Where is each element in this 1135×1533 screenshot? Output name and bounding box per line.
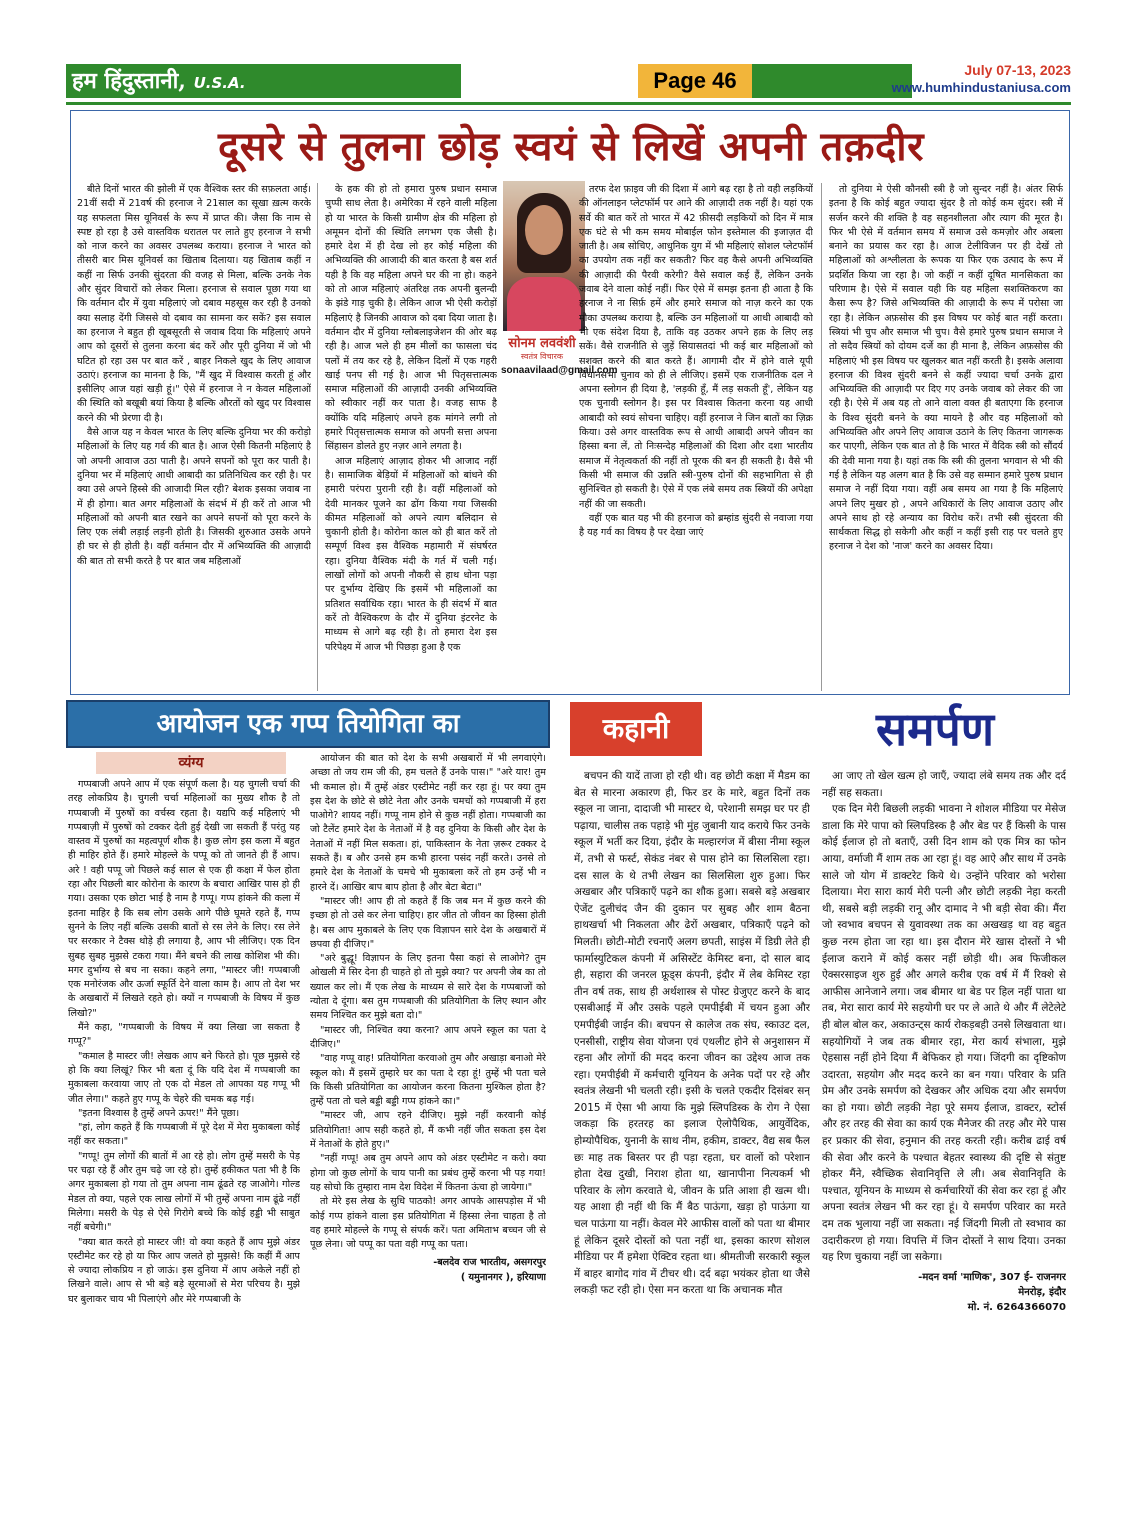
article-column-1 bbox=[77, 183, 311, 691]
satire-byline bbox=[310, 1256, 546, 1285]
paragraph: आ जाए तो खेल खत्म हो जाएँ, ज्यादा लंबे समय तक और दर्द नहीं सह सकता। bbox=[822, 770, 1066, 799]
page-number: Page 46 bbox=[638, 64, 752, 98]
paragraph: तो मेरे इस लेख के सुधि पाठको! अगर आपके आसपड़ोस में भी कोई गप्प हांकने वाला इस प्रतियोगिता में हिस्सा लेना चाहता है तो वह हमारे मोहल्ले के गप्पू से संपर्क करें। पता अमिताभ बच्चन जी से पूछ लेना। जो पप्पू का पता वही गप्पू का पता। bbox=[310, 1196, 546, 1251]
paragraph: बीते दिनों भारत की झोली में एक वैश्विक स्तर की सफ़लता आई। 21वीं सदी में 21वर्ष की हरनाज ने 21साल का सूखा ख़त्म करके यह सफलता मिस यूनिवर्स के रूप में प्राप्त की। जैसा कि नाम से स्पष्ट हो रहा है उसे वास्तविक धरातल पर लाते हुए हरनाज ने सभी को नाज करने का अवसर उपलब्ध कराया। हरनाज ने भारत को तीसरी बार मिस यूनिवर्स का खिताब दिलाया। यह खिताब कहीं न कहीं ना सिर्फ उनकी सुंदरता की वजह से मिला, बल्कि उनके नेक और सुंदर विचारों को लेकर मिला। हरनाज से सवाल पूछा गया था कि वर्तमान दौर में युवा महिलाएं जो दबाव महसूस कर रही है उनको क्या सलाह देंगी जिससे वो दबाव का सामना कर सकें? इस सवाल का हरनाज ने बहुत ही खूबसूरती से जवाब दिया कि महिलाएं अपने आप को दूसरों से तुलना करना बंद करें और पूरी दुनिया में जो भी घटित हो रहा उस पर बात करें , बाहर निकले खुद के लिए आवाज उठाएं। हरनाज का मानना है कि, "मैं खुद में विश्वास करती हूं और इसीलिए आज यहां खड़ी हूं।" ऐसे में हरनाज ने न केवल महिलाओं की स्थिति को बखूबी बयां किया है बल्कि औरतों को खुद पर विश्वास करने की भी प्रेरणा दी है। bbox=[77, 184, 311, 424]
paragraph: "मास्टर जी, आप रहने दीजिए। मुझे नहीं करवानी कोई प्रतियोगिता! आप सही कहते हो, मैं कभी नहीं जीत सकता इस देश में नेताओं के होते हुए।" bbox=[310, 1110, 546, 1151]
issue-date: July 07-13, 2023 bbox=[964, 62, 1071, 78]
paragraph: "अरे बुद्धू! विज्ञापन के लिए इतना पैसा कहां से लाओगे? तुम ओखली में सिर देना ही चाहते हो तो मुझे क्या? पर अपनी जेब का तो ख्याल कर लो। मैं एक लेख के माध्यम से सारे देश के गप्पबाजों को न्योता दे दूंगा। बस तुम गप्पबाजी की प्रतियोगिता के लिए स्थान और समय निश्चित कर मुझे बता दो।" bbox=[310, 953, 546, 1022]
story-article bbox=[570, 700, 1070, 1470]
paragraph: "गप्पू! तुम लोगों की बातों में आ रहे हो। लोग तुम्हें मसरी के पेड़ पर चढ़ा रहे हैं और तुम चढ़े जा रहे हो। तुम्हें हकीकत पता भी है कि अगर मुकाबला हो गया तो तुम अपना नाम ढूंढते रह जाओगे। गोल्ड मेडल तो क्या, पहले एक लाख लोगों में भी तुम्हें अपना नाम ढूंढे नहीं मिलेगा। मसरी के पेड़ से ऐसे गिरोगे बच्चे कि कोई हड्डी भी साबुत नहीं बचेगी।" bbox=[68, 1150, 300, 1234]
author-name: सोनम लववंशी bbox=[508, 336, 576, 351]
paragraph: "मास्टर जी! आप ही तो कहते हैं कि जब मन में कुछ करने की इच्छा हो तो उसे कर लेना चाहिए। हार जीत तो जीवन का हिस्सा होती है। बस आप मुकाबले के लिए एक विज्ञापन सारे देश के अखबारों में छपवा ही दीजिए।" bbox=[310, 895, 546, 950]
author-address: मेनरोड़, इंदौर bbox=[1018, 1286, 1066, 1298]
masthead-bar bbox=[752, 64, 912, 98]
paragraph: वैसे आज यह न केवल भारत के लिए बल्कि दुनिया भर की करोड़ो महिलाओं के लिए यह गर्व की बात है। आज ऐसी कितनी महिलाएं है जो अपनी आवाज उठा पाती है। अपने सपनों को पूरा कर पाती है। दुनिया भर में महिलाएं आधी आबादी का प्रतिनिधित्व कर रही है। पर क्या उसे अपने हिस्से की आजादी मिल रही? बेशक इसका जवाब ना में ही होगा। बात अगर महिलाओं के संदर्भ में ही करें तो आज भी महिलाओं को अपनी बात रखने का अपने सपनों को पूरा करने के लिए एक लंबी लड़ाई लड़नी होती है। जिसकी शुरुआत उसके अपने ही घर से ही होती है। वहीं वर्तमान दौर में अभिव्यक्ति की आज़ादी की बात तो सभी करते है पर बात जब महिलाओं bbox=[77, 427, 311, 567]
byline-name: -बलदेव राज भारतीय, असगरपुर bbox=[433, 1257, 546, 1269]
story-label: कहानी bbox=[570, 702, 702, 756]
paragraph: "इतना विश्वास है तुम्हें अपने ऊपर!" मैंने पूछा। bbox=[78, 1107, 240, 1119]
brand-name: हम हिंदुस्तानी, bbox=[72, 68, 186, 94]
satire-article bbox=[66, 700, 550, 1470]
brand-suffix: U.S.A. bbox=[193, 74, 246, 92]
author-email[interactable]: sonaavilaad@gmail.com bbox=[501, 365, 618, 376]
paragraph: "वाह गप्पू वाह! प्रतियोगिता करवाओ तुम और अखाड़ा बनाओ मेरे स्कूल को। मैं इसमें तुम्हारे घर का पता दे रहा हूं! तुम्हें भी पता चले कि किसी प्रतियोगिता का आयोजन करना कितना मुश्किल होता है? तुम्हें पता तो चले बड्डी बड्डी गप्प हांकने का।" bbox=[310, 1053, 546, 1108]
story-signature bbox=[822, 1270, 1066, 1315]
newspaper-brand bbox=[66, 64, 461, 98]
paragraph: "हां, लोग कहते हैं कि गप्पबाजी में पूरे देश में मेरा मुकाबला कोई नहीं कर सकता।" bbox=[68, 1122, 300, 1148]
story-column-1 bbox=[574, 768, 810, 1468]
website-link[interactable]: www.humhindustaniusa.com bbox=[891, 80, 1071, 95]
author-photo bbox=[503, 181, 585, 331]
masthead-divider bbox=[66, 102, 1071, 105]
article-column-2 bbox=[325, 183, 497, 691]
paragraph: तो दुनिया मे ऐसी कौनसी स्त्री है जो सुन्दर नहीं है। अंतर सिर्फ इतना है कि कोई बहुत ज्यादा सुंदर है तो कोई कम सुंदर। स्त्री में सर्जन करने की शक्ति है वह सहनशीलता और त्याग की मूरत है। फिर भी ऐसे में वर्तमान समय में समाज उसे कमज़ोर और अबला बनाने का प्रयास कर रहा है। आज टेलीविजन पर ही देखें तो महिलाओं को अश्लीलता के रूपक या फिर एक उत्पाद के रूप में प्रदर्शित किया जा रहा है। जो कहीं न कहीं दूषित मानसिकता का परिणाम है। ऐसे में सवाल यही कि यह महिला सशक्तिकरण का कैसा रूप है? जिसे अभिव्यक्ति की आज़ादी के रूप में परोसा जा रहा है। लेकिन अफ़सोस की इस विषय पर कोई बात नहीं करता। स्त्रियां भी चुप और समाज भी चुप। वैसे हमारे पुरुष प्रधान समाज ने तो सदैव स्त्रियों को दोयम दर्जे का ही माना है, लेकिन अफ़सोस की महिलाएं भी इस विषय पर खुलकर बात नहीं करती है। इसके अलावा हरनाज की विश्व सुंदरी बनने से कहीं ज्यादा चर्चा उनके द्वारा अभिव्यक्ति की आज़ादी पर दिए गए उनके जवाब को लेकर की जा रही है। ऐसे में अब यह तो आने वाला वक्त ही बताएगा कि हरनाज के विश्व सुंदरी बनने के क्या मायने है और वह महिलाओं को अभिव्यक्ति और अपने लिए आवाज उठाने के लिए कितना जागरूक कर पाएगी, लेकिन एक बात तो है कि भारत में वैदिक स्त्री को सौंदर्य की देवी माना गया है। यहां तक कि स्त्री की तुलना भगवान से भी की गई है लेकिन यह अलग बात है कि उसे वह सम्मान हमारे पुरुष प्रधान समाज ने नहीं दिया गया। वहीं अब समय आ गया है कि महिलाएं अपने लिए मुखर हो , अपने अधिकारों के लिए आवाज उठाए और अपने साथ हो रहे अन्याय का विरोध करें। तभी स्त्री सुंदरता की सार्थकता सिद्ध हो सकेगी और कहीं न कहीं इसी राह पर चलते हुए हरनाज ने देश को 'नाज' करने का अवसर दिया। bbox=[829, 184, 1063, 553]
column-divider bbox=[821, 183, 822, 691]
byline-place: ( यमुनानगर ), हरियाणा bbox=[460, 1271, 546, 1283]
paragraph: "नहीं गप्पू! अब तुम अपने आप को अंडर एस्टीमेट न करो। क्या होगा जो कुछ लोगों के चाय पानी का प्रबंध तुम्हें करना भी पड़ गया! यह सोचो कि तुम्हारा नाम देश विदेश में कितना ऊंचा हो जायेगा।" bbox=[310, 1153, 546, 1193]
feature-article bbox=[70, 110, 1070, 695]
paragraph: के हक की हो तो हमारा पुरुष प्रधान समाज चुप्पी साध लेता है। अमेरिका में रहने वाली महिला हो या भारत के किसी ग्रामीण क्षेत्र की महिला हो अमूमन दोनों की स्थिति लगभग एक जैसी है। हमारे देश में ही देख लो हर कोई महिला की अभिव्यक्ति की आजादी की बात करता है बस शर्त यही है कि वह महिला अपने घर की ना हो। कहने को तो आज महिलाएं अंतरिक्ष तक अपनी बुलन्दी के झंडे गाड़ चुकी है। लेकिन आज भी ऐसी करोड़ों महिलाएं है जिनकी आवाज को दबा दिया जाता है। वर्तमान दौर में दुनिया ग्लोबलाइजेशन की ओर बढ़ रही है। आज भले ही हम मीलों का फासला चंद पलों में तय कर रहे है, लेकिन दिलों में एक गहरी खाई पनप सी गई है। आज भी पितृसत्तात्मक समाज महिलाओं की आज़ादी उनकी अभिव्यक्ति को स्वीकार नहीं कर पाता है। वजह साफ है क्योंकि यदि महिलाएं अपने हक मांगने लगी तो हमारे पितृसत्तात्मक समाज को अपनी सत्ता अपना सिंहासन डोलते हुए नज़र आने लगता है। bbox=[325, 184, 497, 453]
paragraph: "क्या बात करते हो मास्टर जी! वो क्या कहते हैं आप मुझे अंडर एस्टीमेट कर रहे हो या फिर आप जलते हो मुझसे! कि कहीं मैं आप से ज्यादा लोकप्रिय न हो जाऊं। इस दुनिया में आप अकेले नहीं हो लिखने वाले। आप से भी बड़े बड़े सूरमाओं से मेरा परिचय है। मुझे घर बुलाकर चाय भी पिलाएंगे और मेरे गप्पबाजी के bbox=[68, 1236, 300, 1305]
author-box bbox=[501, 181, 618, 381]
author-line: -मदन वर्मा 'माणिक', 307 ई- राजनगर bbox=[918, 1271, 1066, 1283]
column-divider bbox=[317, 183, 318, 691]
satire-column-1 bbox=[68, 778, 300, 1468]
paragraph: वहीं एक बात यह भी की हरनाज को ब्रम्हांड सुंदरी से नवाजा गया है यह गर्व का विषय है पर देखा जाएं bbox=[579, 512, 813, 539]
article-headline: दूसरे से तुलना छोड़ स्वयं से लिखें अपनी तक़दीर bbox=[218, 123, 924, 170]
author-phone: मो. नं. 6264366070 bbox=[967, 1301, 1066, 1313]
paragraph: तरफ देश फ़ाइव जी की दिशा में आगे बढ़ रहा है तो वही लड़कियों की ऑनलाइन प्लेटफॉर्म पर आने की आज़ादी तक नहीं है। यहां एक सर्वे की बात करें तो भारत में 42 फ़ीसदी लड़कियों को दिन में मात्र एक घंटे से भी कम समय मोबाईल फोन इस्तेमाल की इजाज़त दी जाती है। अब सोचिए, आधुनिक युग में भी महिलाएं सोशल प्लेटफॉर्म का उपयोग तक नहीं कर सकती? फिर वह कैसे अपनी अभिव्यक्ति की आज़ादी की पैरवी करेगी? वैसे सवाल कई हैं, लेकिन उनके जवाब देने वाला कोई नहीं। फिर ऐसे में समझ इतना ही आता है कि हरनाज ने ना सिर्फ़ हमें और हमारे समाज को नाज़ करने का एक मौका उपलब्ध कराया है, बल्कि उन महिलाओं या आधी आबादी को भी एक संदेश दिया है, ताकि वह उठकर अपने हक़ के लिए लड़ सकें। वैसे राजनीति से जुड़ें सियासतदां भी कई बार महिलाओं को सशक्त करने की बात करते हैं। आगामी दौर में होने वाले यूपी विधानसभा चुनाव को ही ले लीजिए। इसमें एक राजनीतिक दल ने अपना स्लोगन ही दिया है, 'लड़की हूँ, मैं लड़ सकती हूँ', लेकिन यह एक चुनावी स्लोगन है। इस पर विश्वास कितना करना यह आधी आबादी को स्वयं सोचना चाहिए। वहीं हरनाज ने जिन बातों का ज़िक्र किया। उसे अगर वास्तविक रूप से आधी आबादी अपने जीवन का हिस्सा बना लें, तो निःसन्देह महिलाओं की दिशा और दशा भारतीय समाज में नेतृत्वकर्ता की नहीं तो पूरक की बन ही सकती है। वैसे भी किसी भी समाज की उन्नति स्त्री-पुरुष दोनों की सहभागिता से ही सुनिश्चित हो सकती है। ऐसे में एक लंबे समय तक स्त्रियों की अपेक्षा नहीं की जा सकती। bbox=[579, 184, 813, 510]
article-column-3 bbox=[579, 183, 813, 691]
paragraph: "कमाल है मास्टर जी! लेखक आप बने फिरते हो। पूछ मुझसे रहे हो कि क्या लिखूं? फिर भी बता दूं कि यदि देश में गप्पबाजी का मुकाबला करवाया जाए तो एक दो मेडल तो आपका यह गप्पू भी जीत लेगा।" कहते हुए गप्पू के चेहरे की चमक बढ़ गई। bbox=[68, 1050, 300, 1105]
paragraph: आयोजन की बात को देश के सभी अखबारों में भी लगवाएंगे। अच्छा तो जय राम जी की, हम चलते हैं उनके पास।" "अरे यार! तुम भी कमाल हो। मैं तुम्हें अंडर एस्टीमेट नहीं कर रहा हूं। पर क्या तुम इस देश के छोटे से छोटे नेता और उनके चमचों को गप्पबाजी में हरा पाओगे? शायद नहीं। गप्पू नाम होने से कुछ नहीं होता। गप्पबाजी का जो टैलेंट हमारे देश के नेताओं में है वह दुनिया के किसी और देश के नेताओं में नहीं मिल सकता। हां, पाकिस्तान के नेता ज़रूर टक्कर दे सकते हैं। ब और उनसे हम कभी हारना पसंद नहीं करते। उनसे तो हमारे देश के नेताओं के चमचे भी मुकाबला करें तो हम उन्हें भी न हारने दें। आखिर बाप बाप होता है और बेटा बेटा।" bbox=[310, 753, 546, 893]
satire-headline: आयोजन एक गप्प तियोगिता का bbox=[66, 700, 550, 748]
story-title: समर्पण bbox=[876, 702, 994, 756]
paragraph: "मास्टर जी, निश्चित क्या करना? आप अपने स्कूल का पता दे दीजिए।" bbox=[310, 1024, 546, 1050]
masthead bbox=[66, 62, 1071, 102]
author-role: स्वतंत्र विचारक bbox=[520, 352, 564, 361]
paragraph: मैंने कहा, "गप्पबाजी के विषय में क्या लिखा जा सकता है गप्पू?" bbox=[68, 1022, 300, 1048]
paragraph: एक दिन मेरी बिछली लड़की भावना ने शोशल मीडिया पर मेसेज डाला कि मेरे पापा को स्लिपडिस्क है और बेड पर हैं किसी के पास कोई ईलाज हो तो बताएँ, उसी दिन शाम को एक मित्र का फोन आया, वर्माजी मैं शाम तक आ रहा हूं। वह आऐ और साथ में उनके साले जो योग में डाक्टरेट किये थे। उन्होंने परिवार को भरोसा दिलाया। मेरा सारा कार्य मेरी पत्नी और छोटी लड़की नेहा करती थी, सबसे बड़ी लड़की रानू और दामाद ने भी बड़ी सेवा की। मैंरा जो स्वभाव बचपन से युवावस्था तक का अखखड़ था वह बहुत कुछ नरम होता जा रहा था। इस दौरान मेरे खास दोस्तों ने भी ईलाज कराने में कोई कसर नहीं छोड़ी थी। अब फिजीकल ऐक्सरसाइज शुरु हुई और अगले करीब एक वर्ष में मैं रिक्शे से आफीस आनेजाने लगा। जब बीमार था बेड पर हिल नहीं पाता था तब, मेरा सारा कार्य मेरे सहयोगी घर पर ले आते थे और मैं लेटेलेटे ही बोल बोल कर, अकाउन्ट्स कार्य रोकड़बही उनसे लिखवाता था। सहयोगियों ने जब तक बीमार रहा, मेरा कार्य संभाला, मुझे ऐहसास नहीं होने दिया मैं बेफिकर हो गया। जिंदगी का दृष्टिकोण उदारता, सहयोग और मदद करने का बन गया। परिवार के प्रति प्रेम और उनके समर्पण को देखकर और अधिक दया और समर्पण का हो गया। छोटी लड़की नेहा पूरे समय ईलाज, डाक्टर, स्टोर्स और हर तरह की सेवा का कार्य एक मैनेजर की तरह और मेरे पास हर प्रकार की सेवा, हनुमान की तरह करती रही। करीब ढाई वर्ष की सेवा और करने के पश्चात बेहतर स्वास्थ्य की दृष्टि से संतुष्ट होकर मैंने, स्वैच्छिक सेवानिवृत्ति ले ली। अब सेवानिवृति के पश्चात, यूनियन के माध्यम से कर्मचारियों की सेवा कर रहा हूं और अपना स्वतंत्र लेखन भी कर रहा हूं। ये समर्पण परिवार का मरते दम तक भुलाया नहीं जा सकता। नई जिंदगी मिली तो स्वभाव का उदारीकरण हो गया। विपत्ति में जिन दोस्तों ने साथ दिया। उनका यह रिण चुकाया नहीं जा सकेगा। bbox=[822, 803, 1066, 1264]
story-column-2 bbox=[822, 768, 1066, 1468]
category-tag: व्यंग्य bbox=[96, 752, 286, 774]
paragraph: गप्पबाजी अपने आप में एक संपूर्ण कला है। यह चुगली चर्चा की तरह लोकप्रिय है। चुगली चर्चा महिलाओं का मुख्य शौक है तो गप्पबाजी में पुरुषों का वर्चस्व रहता है। यद्यपि कई महिलाएं भी गप्पबाज़ी में पुरुषों को टक्कर देती हुई देखी जा सकती हैं परंतु यह वास्तव में पुरुषों का महत्वपूर्ण शौक है। कुछ लोग इस कला में बहुत ही माहिर होते हैं। हमारे मोहल्ले के पप्पू को तो जानते ही हैं आप। अरे ! वही पप्पू जो पिछले कई साल से एक ही कक्षा में फेल होता रहा और पिछली बार कोरोना के कारण के बचारा आखिर पास हो ही गया। उसका एक छोटा भाई है नाम है गप्पू। गप्प हांकने की कला में इतना माहिर है कि सब लोग उसके आगे पीछे घूमते रहते हैं, गप्प सुनने के लिए नहीं बल्कि उसकी बातों से रस लेने के लिए। रस लेने पर सरकार ने टैक्स थोड़े ही लगाया है, आप भी लीजिए। एक दिन सुबह सुबह मुझसे टकरा गया। मैंने बचने की लाख कोशिश भी की। मगर दुर्भाग्य से बच ना सका। कहने लगा, "मास्टर जी! गप्पबाजी एक मनोरंजक और ऊर्जा स्फूर्ति देने वाला काम है। आप तो देश भर के अखबारों में लिखते रहते हो। क्यों न गप्पबाजी के विषय में कुछ लिखो?" bbox=[68, 779, 300, 1019]
article-column-4 bbox=[829, 183, 1063, 691]
paragraph: आज महिलाएं आज़ाद होकर भी आजाद नहीं है। सामाजिक बेड़ियों में महिलाओं को बांधने की हमारी परंपरा पुरानी रही है। वहीं महिलाओं को देवी मानकर पूजने का ढोंग किया गया जिसकी कीमत महिलाओं को अपने त्याग बलिदान से चुकानी होती है। कोरोना काल को ही बात करें तो सम्पूर्ण विश्व इस वैश्विक महामारी में संघर्षरत रहा। दुनिया वैश्विक मंदी के गर्त में चली गई। लाखों लोगों को अपनी नौकरी से हाथ धोना पड़ा पर दुर्भाग्य देखिए कि इसमें भी महिलाओं का प्रतिशत सर्वाधिक रहा। भारत के ही संदर्भ में बात करें तो वैश्विकरण के दौर में दुनिया इंटरनेट के माध्यम से आगे बढ़ रही है। तो हमारा देश इस परिपेक्ष्य में आज भी पिछड़ा हुआ है एक bbox=[325, 455, 497, 653]
satire-column-2 bbox=[310, 752, 546, 1468]
paragraph: बचपन की यादें ताजा हो रही थी। वह छोटी कक्षा में मैडम का बेत से मारना अकारण ही, फिर डर के मारे, बहुत दिनों तक स्कूल ना जाना, दादाजी भी मास्टर थे, परेशानी समझ घर पर ही पढ़ाया, चालीस तक पहाड़े भी मुंह जुबानी याद कराये फिर उनके स्कूल में भर्ती कर दिया, इंदौर के मल्हारगंज में बीसा नीमा स्कूल में, तभी से फर्स्ट, सेकंड नंबर से पास होने का सिलसिला रहा। दस साल के थे तभी लेखन का सिलसिला शुरु हुआ। फिर अखबार और पत्रिकाएँ पढ़ने का शौक हुआ। सबसे बड़े अखबार ऐजेंट दुलीचंद जैन की दुकान पर सुबह और शाम बैठना हाथखर्चा भी निकलता और ढेरों अखबार, पत्रिकाएँ पढ़ने को मिलती। छोटी-मोटी रचनाएँ अलग छपती, साइंस में डिग्री लेते ही फार्मास्युटिकल कंपनी में असिस्टेंट केमिस्ट बना, दो साल बाद ही, सहारा की जनरल फ्रूड्स कंपनी, इंदौर में लेब केमिस्ट रहा तीन वर्ष तक, साथ ही अर्थशास्त्र से पोस्ट ग्रेजुएट करने के बाद एसबीआई में और उसके पहले एमपीईबी में चयन हुआ और एमपीईबी जाईन की। बचपन से कालेज तक संघ, स्काउट दल, एनसीसी, राष्ट्रीय सेवा योजना एवं एथलीट होने से अनुशासन में रहना और लोगों की मदद करना जीवन का उद्देश्य आज तक रहा। एमपीईबी में कर्मचारी यूनियन के अनेक पदों पर रहे और स्वतंत्र लेखनी भी चलती रही। इसी के चलते एकदीर दिसंबर सन् 2015 में ऐसा भी आया कि मुझे स्लिपडिस्क के रोग ने ऐसा जकड़ा कि हरतरह का इलाज ऐलोपैथिक, आयुर्वेदिक, होम्योपैथिक, युनानी के साथ नीम, हकीम, डाक्टर, वैद्य सब फैल छः माह तक बिस्तर पर ही पड़ा रहता, घर वालों को परेशान होता देख दुखी, निराश होता था, खानापीना नित्यकर्म भी परिवार के लोग करवाते थे, जीवन के प्रति आशा ही खत्म थी। यह आशा ही नहीं थी कि मैं बैठ पाऊंगा, खड़ा हो पाऊंगा या चल पाऊंगा या नहीं। केवल मेरे आफीस वालों को पता था बीमार हूं लेकिन दूसरे दोस्तों को पता नहीं था, इसका कारण सोशल मीडिया पर मैं हमेशा ऐक्टिव रहता था। श्रीमतीजी सरकारी स्कूल में बाहर बागोद गांव में टीचर थी। दर्द बढ़ा भयंकर होता था जैसे लकड़ी फट रही हो। ऐसा मन करता था कि अचानक मौत bbox=[574, 770, 810, 1297]
